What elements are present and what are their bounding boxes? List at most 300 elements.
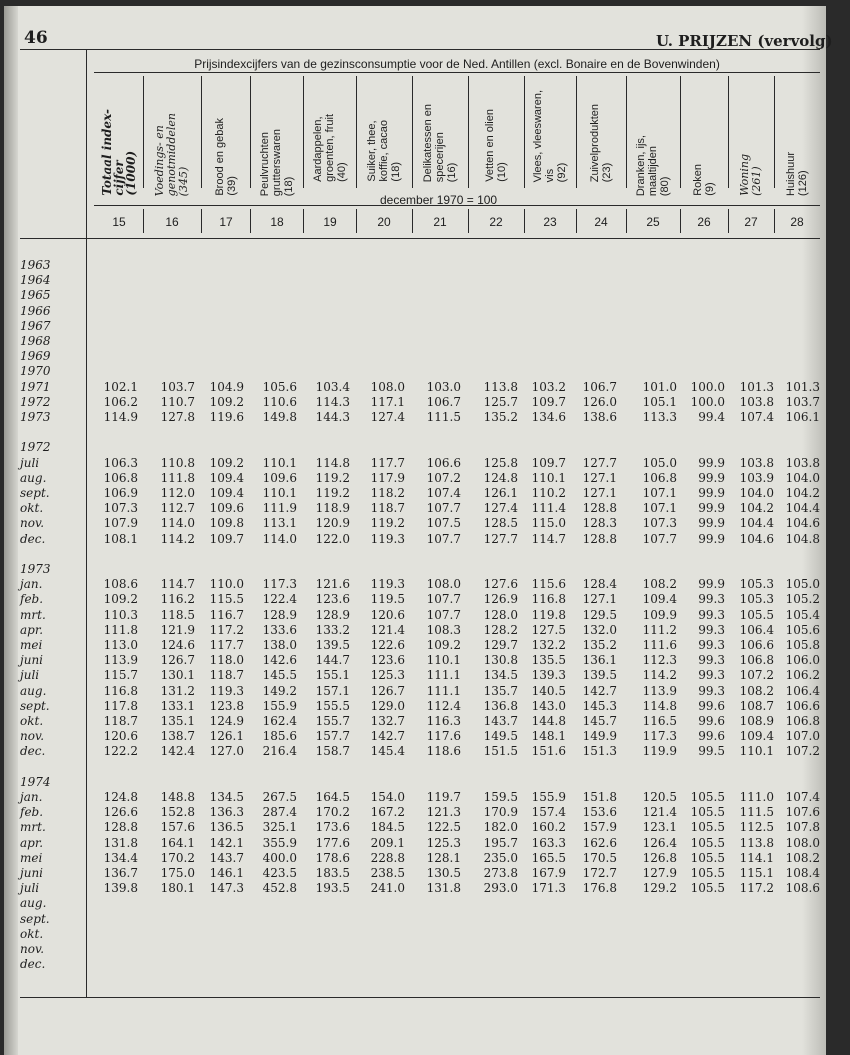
table-cell: 167.2: [370, 805, 405, 820]
table-cell: 117.7: [209, 638, 244, 652]
row-label: 1970: [20, 364, 51, 379]
table-cell: 107.2: [426, 470, 461, 485]
table-cell: 126.9: [483, 592, 518, 607]
table-cell: 193.5: [315, 881, 350, 896]
table-cell: 99.9: [698, 455, 725, 470]
column-number: 25: [646, 215, 660, 229]
table-cell: 128.9: [315, 607, 350, 622]
table-cell: 109.4: [209, 486, 244, 500]
table-cell: 107.9: [103, 516, 138, 531]
row-label: 1964: [20, 273, 51, 288]
table-cell: 109.8: [209, 516, 244, 531]
table-cell: 119.7: [426, 790, 461, 804]
column-divider: [626, 209, 627, 233]
table-cell: 115.0: [531, 516, 566, 531]
table-cell: 142.7: [370, 729, 405, 744]
table-cell: 293.0: [483, 881, 518, 896]
table-cell: 145.7: [582, 714, 617, 728]
table-cell: 133.1: [160, 698, 195, 713]
row-label: 1971: [20, 379, 51, 394]
table-cell: 128.0: [483, 607, 518, 622]
table-cell: 116.5: [642, 714, 677, 728]
column-number: 18: [270, 215, 284, 229]
row-label: nov.: [20, 516, 45, 531]
row-label: 1973: [20, 562, 51, 576]
column-header: [94, 72, 143, 196]
table-cell: 162.4: [262, 714, 297, 728]
table-cell: 238.5: [370, 866, 405, 880]
table-cell: 114.3: [315, 394, 350, 409]
table-cell: 105.3: [739, 592, 774, 607]
table-cell: 113.8: [739, 835, 774, 850]
table-cell: 133.6: [262, 622, 297, 637]
column-divider: [576, 209, 577, 233]
table-cell: 173.6: [315, 820, 350, 835]
table-cell: 131.8: [103, 835, 138, 850]
table-cell: 151.6: [531, 744, 566, 759]
table-cell: 105.6: [785, 622, 820, 637]
table-cell: 144.3: [315, 410, 350, 424]
table-cell: 107.4: [785, 790, 820, 804]
row-label: sept.: [20, 911, 50, 926]
column-header-text: Delikatessen en specerijen (16): [422, 103, 458, 182]
table-cell: 120.6: [370, 607, 405, 622]
column-header-text: Dranken, ijs, maaltijden (80): [635, 134, 671, 196]
table-cell: 108.7: [739, 698, 774, 713]
table-cell: 126.6: [103, 805, 138, 820]
column-divider: [250, 209, 251, 233]
table-cell: 126.7: [160, 653, 195, 668]
table-cell: 105.2: [785, 592, 820, 607]
table-cell: 209.1: [370, 835, 405, 850]
table-cell: 130.1: [160, 668, 195, 683]
row-label: apr.: [20, 622, 44, 637]
column-header: [201, 72, 250, 196]
table-cell: 126.8: [642, 850, 677, 865]
table-cell: 99.3: [698, 607, 725, 622]
table-cell: 106.8: [785, 714, 820, 728]
table-cell: 111.5: [426, 410, 461, 424]
table-cell: 183.5: [315, 866, 350, 880]
binding-shadow: [4, 6, 18, 1055]
row-label: okt.: [20, 926, 44, 941]
table-cell: 119.3: [370, 531, 405, 546]
table-cell: 164.1: [160, 835, 195, 850]
row-label: 1965: [20, 288, 51, 303]
table-cell: 110.6: [262, 394, 297, 409]
table-cell: 171.3: [531, 881, 566, 896]
table-cell: 103.4: [315, 379, 350, 394]
column-divider: [774, 209, 775, 233]
table-cell: 106.6: [785, 698, 820, 713]
table-cell: 121.4: [370, 622, 405, 637]
table-cell: 136.5: [209, 820, 244, 835]
table-cell: 138.7: [160, 729, 195, 744]
row-label: aug.: [20, 896, 47, 911]
table-cell: 111.5: [739, 805, 774, 820]
table-cell: 165.5: [531, 850, 566, 865]
table-cell: 113.3: [642, 410, 677, 424]
table-cell: 122.6: [370, 638, 405, 652]
table-cell: 110.7: [160, 394, 195, 409]
table-cell: 107.7: [426, 607, 461, 622]
table-cell: 139.8: [103, 881, 138, 896]
table-cell: 185.6: [262, 729, 297, 744]
table-cell: 116.2: [160, 592, 195, 607]
table-cell: 104.0: [739, 486, 774, 500]
table-cell: 125.3: [426, 835, 461, 850]
table-cell: 110.1: [262, 486, 297, 500]
table-cell: 267.5: [262, 790, 297, 804]
row-label: juni: [20, 866, 44, 880]
table-cell: 155.9: [531, 790, 566, 804]
column-header-text: Zuivelprodukten (23): [589, 103, 613, 182]
column-divider: [524, 209, 525, 233]
table-cell: 117.2: [209, 622, 244, 637]
table-cell: 119.2: [370, 516, 405, 531]
table-cell: 116.8: [103, 683, 138, 698]
table-cell: 127.4: [483, 501, 518, 516]
table-cell: 175.0: [160, 866, 195, 880]
table-cell: 105.5: [690, 866, 725, 880]
table-cell: 241.0: [370, 881, 405, 896]
table-cell: 109.4: [739, 729, 774, 744]
table-cell: 162.6: [582, 835, 617, 850]
row-label: juli: [20, 881, 40, 896]
table-cell: 143.7: [483, 714, 518, 728]
row-label: mrt.: [20, 820, 46, 835]
table-cell: 153.6: [582, 805, 617, 820]
table-cell: 114.9: [103, 410, 138, 424]
table-cell: 129.2: [642, 881, 677, 896]
column-divider: [680, 209, 681, 233]
table-cell: 131.8: [426, 881, 461, 896]
column-divider: [468, 209, 469, 233]
table-cell: 145.5: [262, 668, 297, 683]
table-cell: 126.0: [582, 394, 617, 409]
table-cell: 122.2: [103, 744, 138, 759]
table-cell: 127.9: [642, 866, 677, 880]
table-cell: 128.2: [483, 622, 518, 637]
table-cell: 177.6: [315, 835, 350, 850]
table-cell: 112.3: [642, 653, 677, 668]
table-cell: 103.7: [785, 394, 820, 409]
table-cell: 105.5: [690, 820, 725, 835]
table-cell: 106.1: [785, 410, 820, 424]
column-divider: [728, 209, 729, 233]
table-cell: 452.8: [262, 881, 297, 896]
table-cell: 117.3: [642, 729, 677, 744]
table-cell: 118.6: [426, 744, 461, 759]
table-cell: 135.5: [531, 653, 566, 668]
row-label: apr.: [20, 835, 44, 850]
column-header-text: Huishuur (126): [785, 151, 809, 196]
table-cell: 105.0: [642, 455, 677, 470]
row-label: 1966: [20, 303, 51, 318]
column-header: [728, 72, 774, 196]
table-cell: 120.9: [315, 516, 350, 531]
table-cell: 127.7: [483, 531, 518, 546]
table-cell: 106.8: [739, 653, 774, 668]
table-cell: 104.2: [785, 486, 820, 500]
table-cell: 107.1: [642, 486, 677, 500]
table-cell: 115.5: [209, 592, 244, 607]
table-cell: 121.4: [642, 805, 677, 820]
table-cell: 105.3: [739, 577, 774, 592]
table-title: Prijsindexcijfers van de gezinsconsumptie voor de Ned. Antillen (excl. Bonaire en de Bovenwinden): [194, 57, 720, 71]
table-cell: 110.1: [426, 653, 461, 668]
table-cell: 157.1: [315, 683, 350, 698]
table-cell: 100.0: [690, 379, 725, 394]
table-cell: 105.4: [785, 607, 820, 622]
table-cell: 149.8: [262, 410, 297, 424]
table-cell: 170.5: [582, 850, 617, 865]
table-cell: 99.3: [698, 622, 725, 637]
row-label: 1972: [20, 440, 51, 455]
table-cell: 117.7: [370, 455, 405, 470]
table-cell: 149.2: [262, 683, 297, 698]
table-cell: 101.3: [785, 379, 820, 394]
table-cell: 109.2: [209, 455, 244, 470]
table-cell: 103.9: [739, 470, 774, 485]
table-cell: 110.8: [160, 455, 195, 470]
table-cell: 195.7: [483, 835, 518, 850]
table-cell: 121.3: [426, 805, 461, 820]
table-cell: 105.8: [785, 638, 820, 652]
table-cell: 99.9: [698, 470, 725, 485]
table-cell: 142.4: [160, 744, 195, 759]
column-header-text: Aardappelen, groenten, fruit (40): [311, 114, 348, 182]
column-number: 21: [433, 215, 447, 229]
row-label: dec.: [20, 531, 46, 546]
section-title: U. PRIJZEN (vervolg): [656, 32, 833, 50]
table-cell: 123.6: [315, 592, 350, 607]
table-cell: 118.7: [103, 714, 138, 728]
table-cell: 128.8: [582, 531, 617, 546]
row-label: juli: [20, 455, 40, 470]
table-cell: 106.2: [103, 394, 138, 409]
table-cell: 105.0: [785, 577, 820, 592]
table-cell: 103.2: [531, 379, 566, 394]
table-cell: 109.6: [262, 470, 297, 485]
row-label: juni: [20, 653, 44, 668]
table-cell: 108.9: [739, 714, 774, 728]
table-cell: 110.1: [262, 455, 297, 470]
table-cell: 122.5: [426, 820, 461, 835]
row-label: 1968: [20, 334, 51, 348]
page: [4, 6, 833, 1055]
table-cell: 172.7: [582, 866, 617, 880]
table-cell: 111.0: [739, 790, 774, 804]
table-cell: 119.5: [370, 592, 405, 607]
table-cell: 109.2: [426, 638, 461, 652]
table-cell: 104.6: [739, 531, 774, 546]
table-cell: 102.1: [103, 379, 138, 394]
column-number: 15: [112, 215, 126, 229]
table-cell: 136.7: [103, 866, 138, 880]
table-cell: 99.9: [698, 577, 725, 592]
column-number: 28: [790, 215, 804, 229]
table-cell: 118.5: [160, 607, 195, 622]
table-cell: 115.7: [103, 668, 138, 683]
rule-line: [20, 997, 820, 998]
column-number: 17: [219, 215, 233, 229]
table-cell: 115.1: [739, 866, 774, 880]
table-cell: 124.8: [103, 790, 138, 804]
table-cell: 128.4: [582, 577, 617, 592]
table-cell: 140.5: [531, 683, 566, 698]
table-cell: 105.5: [690, 790, 725, 804]
row-label: aug.: [20, 470, 47, 485]
row-label: dec.: [20, 957, 46, 972]
table-cell: 110.1: [739, 744, 774, 759]
table-cell: 273.8: [483, 866, 518, 880]
table-cell: 124.9: [209, 714, 244, 728]
table-cell: 176.8: [582, 881, 617, 896]
table-cell: 108.2: [785, 850, 820, 865]
table-cell: 127.4: [370, 410, 405, 424]
table-cell: 149.9: [582, 729, 617, 744]
table-cell: 111.1: [426, 683, 461, 698]
table-cell: 103.0: [426, 379, 461, 394]
table-cell: 123.8: [209, 698, 244, 713]
table-cell: 108.6: [785, 881, 820, 896]
table-cell: 99.9: [698, 486, 725, 500]
table-cell: 136.8: [483, 698, 518, 713]
column-number: 22: [489, 215, 503, 229]
table-cell: 107.2: [785, 744, 820, 759]
table-cell: 160.2: [531, 820, 566, 835]
table-cell: 105.5: [690, 835, 725, 850]
table-cell: 118.0: [209, 653, 244, 668]
table-cell: 107.6: [785, 805, 820, 820]
table-cell: 117.3: [262, 577, 297, 592]
table-cell: 119.2: [315, 486, 350, 500]
table-cell: 121.9: [160, 622, 195, 637]
table-cell: 112.0: [160, 486, 195, 500]
table-cell: 108.3: [426, 622, 461, 637]
table-cell: 109.4: [209, 470, 244, 485]
table-cell: 108.0: [426, 577, 461, 592]
table-cell: 117.2: [739, 881, 774, 896]
table-cell: 106.2: [785, 668, 820, 683]
table-cell: 170.2: [315, 805, 350, 820]
column-divider: [143, 209, 144, 233]
table-cell: 355.9: [262, 835, 297, 850]
table-cell: 114.8: [315, 455, 350, 470]
row-label: aug.: [20, 683, 47, 698]
row-label: 1974: [20, 774, 51, 789]
table-cell: 106.0: [785, 653, 820, 668]
table-cell: 163.3: [531, 835, 566, 850]
table-cell: 108.4: [785, 866, 820, 880]
table-cell: 133.2: [315, 622, 350, 637]
table-cell: 325.1: [262, 820, 297, 835]
table-cell: 108.2: [739, 683, 774, 698]
table-cell: 114.0: [262, 531, 297, 546]
column-header: [626, 72, 680, 196]
table-cell: 148.8: [160, 790, 195, 804]
rule-line: [20, 49, 820, 50]
column-header-text: Brood en gebak (39): [213, 118, 238, 196]
table-cell: 145.4: [370, 744, 405, 759]
column-divider: [303, 209, 304, 233]
table-cell: 118.2: [370, 486, 405, 500]
table-cell: 107.1: [642, 501, 677, 516]
table-cell: 106.9: [103, 486, 138, 500]
table-cell: 170.9: [483, 805, 518, 820]
column-divider: [356, 209, 357, 233]
table-cell: 115.6: [531, 577, 566, 592]
table-cell: 121.6: [315, 577, 350, 592]
table-cell: 117.6: [426, 729, 461, 744]
table-cell: 127.1: [582, 592, 617, 607]
table-cell: 135.2: [483, 410, 518, 424]
rule-line: [20, 238, 820, 239]
table-cell: 106.3: [103, 455, 138, 470]
table-cell: 182.0: [483, 820, 518, 835]
table-cell: 144.8: [531, 714, 566, 728]
row-label: mrt.: [20, 607, 46, 622]
column-number: 19: [323, 215, 337, 229]
table-cell: 106.7: [426, 394, 461, 409]
table-cell: 114.7: [531, 531, 566, 546]
table-cell: 103.8: [739, 455, 774, 470]
table-cell: 128.5: [483, 516, 518, 531]
table-cell: 111.1: [426, 668, 461, 683]
table-cell: 125.3: [370, 668, 405, 683]
table-cell: 146.1: [209, 866, 244, 880]
table-cell: 99.6: [698, 714, 725, 728]
stub-divider: [86, 49, 87, 997]
table-cell: 99.3: [698, 683, 725, 698]
row-label: 1973: [20, 410, 51, 424]
table-cell: 109.6: [209, 501, 244, 516]
table-cell: 108.2: [642, 577, 677, 592]
table-cell: 142.6: [262, 653, 297, 668]
table-cell: 180.1: [160, 881, 195, 896]
table-cell: 155.1: [315, 668, 350, 683]
table-cell: 99.3: [698, 668, 725, 683]
table-cell: 228.8: [370, 850, 405, 865]
table-cell: 129.7: [483, 638, 518, 652]
row-label: jan.: [20, 790, 43, 804]
table-cell: 110.3: [103, 607, 138, 622]
table-cell: 114.1: [739, 850, 774, 865]
table-cell: 109.2: [209, 394, 244, 409]
table-cell: 104.4: [785, 501, 820, 516]
table-cell: 154.0: [370, 790, 405, 804]
table-cell: 138.0: [262, 638, 297, 652]
column-header: [468, 72, 524, 182]
row-label: sept.: [20, 698, 50, 713]
table-cell: 235.0: [483, 850, 518, 865]
table-cell: 99.9: [698, 501, 725, 516]
table-cell: 116.3: [426, 714, 461, 728]
table-cell: 107.8: [785, 820, 820, 835]
table-cell: 106.6: [739, 638, 774, 652]
table-cell: 167.9: [531, 866, 566, 880]
table-cell: 107.4: [426, 486, 461, 500]
table-cell: 99.4: [698, 410, 725, 424]
table-cell: 106.4: [739, 622, 774, 637]
column-header: [143, 72, 201, 196]
table-cell: 126.7: [370, 683, 405, 698]
table-cell: 151.8: [582, 790, 617, 804]
column-header-text: Totaal index- cijfer (1000): [99, 109, 138, 196]
table-cell: 135.7: [483, 683, 518, 698]
column-header-text: Voedings- en genotmiddelen (345): [153, 112, 190, 196]
